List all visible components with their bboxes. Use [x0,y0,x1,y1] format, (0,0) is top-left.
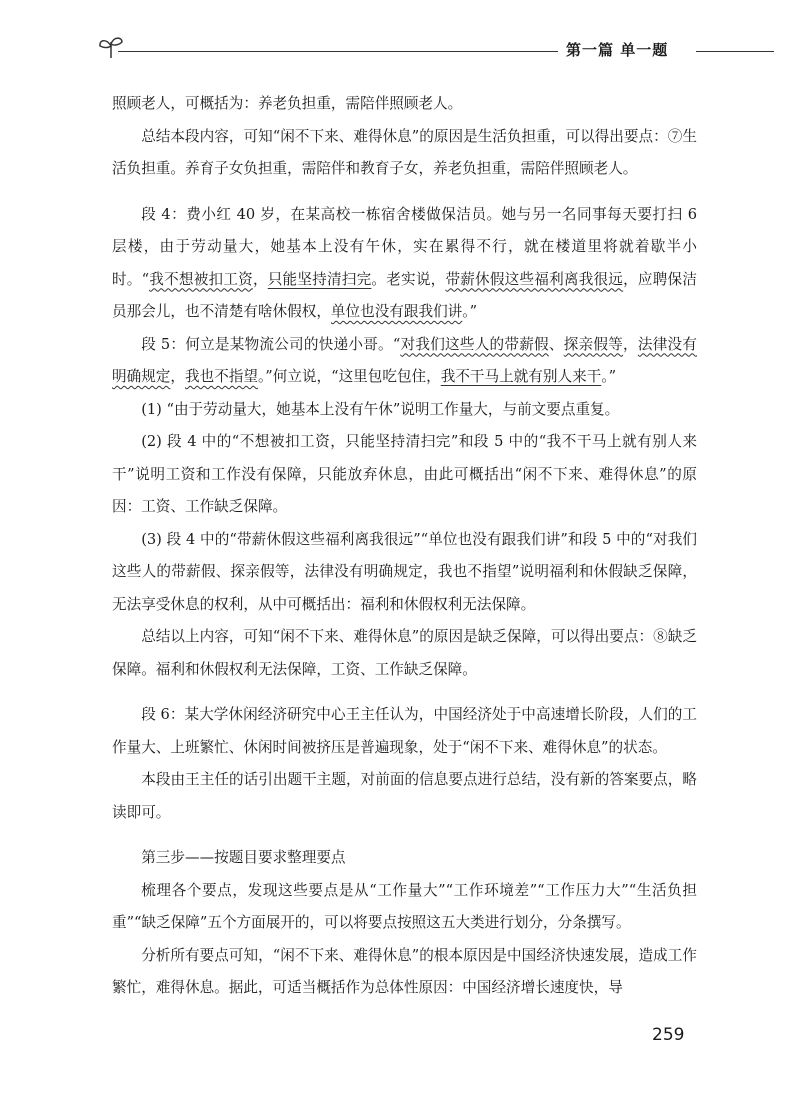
text: 段 4：费小红 40 岁，在某高校一栋宿舍楼做保洁员。她与另一名同事每天要打扫 6 层楼，由于劳动量大，她基本上没有午休，实在累得不行，就在楼道里将就着歇半小时。“ [112,205,697,288]
underlined-text: 只能坚持清扫完 [267,270,372,288]
text: 。” [601,368,617,385]
text: ， [623,335,638,353]
paragraph: (2) 段 4 中的“不想被扣工资，只能坚持清扫完”和段 5 中的“我不干马上就有别人来干”说明工资和工作没有保障，只能放弃休息，由此可概括出“闲不下来、难得休息”的原因：工资、工作缺乏保障。 [112,433,697,515]
page-number: 259 [652,1025,685,1045]
wavy-underlined-text: 单位也没有跟我们讲 [330,303,463,320]
wavy-underlined-text: 我也不指望 [185,368,258,385]
paragraph: 总结本段内容，可知“闲不下来、难得休息”的原因是生活负担重，可以得出要点：⑦生活负担重。养育子女负担重，需陪伴和教育子女，养老负担重，需陪伴照顾老人。 [112,127,697,177]
page-body [112,88,697,1005]
paragraph: (3) 段 4 中的“带薪休假这些福利离我很远”“单位也没有跟我们讲”和段 5 中的“对我们这些人的带薪假、探亲假等，法律没有明确规定，我也不指望”说明福利和休假缺乏保障，无法享受休息的权利，从中可概括出：福利和休假权利无法保障。 [112,530,697,613]
text: ， [170,368,185,385]
underlined-text: 我不干马上就有别人来干 [440,368,602,385]
text: 、 [548,335,564,353]
wavy-underlined-text: 探亲假等 [563,335,624,353]
wavy-underlined-text: 我不想被扣工资 [149,270,253,288]
text: 。”何立说，“这里包吃包住， [257,368,441,385]
header-rule-left [118,51,558,52]
header-rule-right [696,51,774,52]
step-heading: 第三步——按题目要求整理要点 [141,849,346,866]
sprout-icon [96,32,126,62]
paragraph: 梳理各个要点，发现这些要点是从“工作量大”“工作环境差”“工作压力大”“生活负担重”“缺乏保障”五个方面展开的，可以将要点按照这五大类进行划分，分条撰写。 [112,881,697,931]
text: ， [252,270,268,288]
paragraph-quote [112,199,697,329]
section-title: 第一篇 单一题 [566,41,669,59]
wavy-underlined-text: 法律没有明确规定 [112,335,697,385]
text: ，应聘保洁员那会儿，也不清楚有啥休假权， [112,270,697,320]
paragraph: 总结以上内容，可知“闲不下来、难得休息”的原因是缺乏保障，可以得出要点：⑧缺乏保障。福利和休假权利无法保障，工资、工作缺乏保障。 [112,628,697,678]
text: 。老实说， [371,270,446,288]
wavy-underlined-text: 对我们这些人的带薪假 [400,335,549,353]
text: 。” [462,303,478,320]
wavy-underlined-text: 带薪休假这些福利离我很远 [445,270,624,288]
paragraph: (1) “由于劳动量大，她基本上没有午休”说明工作量大，与前文要点重复。 [141,400,620,418]
paragraph: 照顾老人，可概括为：养老负担重，需陪伴照顾老人。 [112,95,463,112]
paragraph-quote: 段 6：某大学休闲经济研究中心王主任认为，中国经济处于中高速增长阶段，人们的工作量大、上班繁忙、休闲时间被挤压是普遍现象，处于“闲不下来、难得休息”的状态。 [112,706,697,756]
paragraph-quote [112,329,697,394]
page-header [0,22,800,72]
paragraph: 本段由王主任的话引出题干主题，对前面的信息要点进行总结，没有新的答案要点，略读即可。 [112,771,697,821]
paragraph: 分析所有要点可知，“闲不下来、难得休息”的根本原因是中国经济快速发展，造成工作繁忙，难得休息。据此，可适当概括作为总体性原因：中国经济增长速度快，导 [112,946,697,996]
text: 段 5：何立是某物流公司的快递小哥。“ [141,335,401,353]
